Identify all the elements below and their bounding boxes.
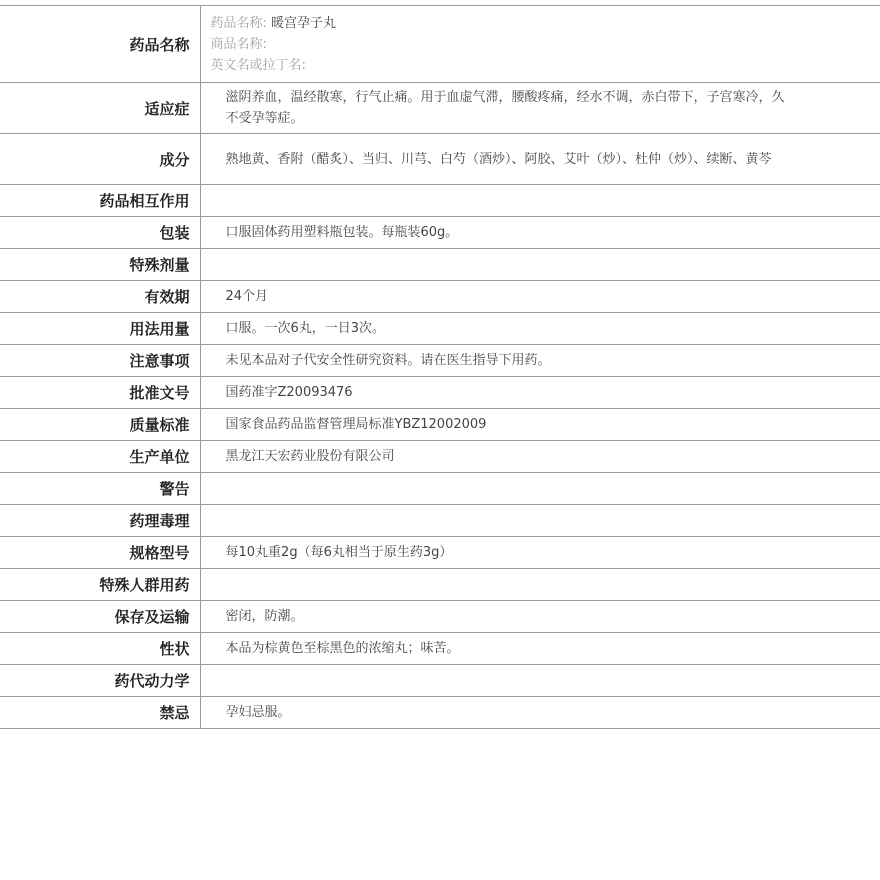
row-value (200, 473, 880, 505)
spec-row-indications (0, 83, 880, 134)
row-value: 24个月 (200, 281, 880, 313)
row-label: 保存及运输 (0, 601, 200, 633)
row-label: 特殊剂量 (0, 249, 200, 281)
row-label: 批准文号 (0, 377, 200, 409)
row-value (200, 569, 880, 601)
latin-name-line (211, 55, 791, 76)
spec-row-storage (0, 601, 880, 633)
row-label: 药理毒理 (0, 505, 200, 537)
row-label: 禁忌 (0, 697, 200, 729)
row-value (200, 505, 880, 537)
trade-name-key: 商品名称: (210, 36, 267, 52)
names-cell (200, 6, 880, 83)
spec-row-pharmacokinetics (0, 665, 880, 697)
row-label: 质量标准 (0, 409, 200, 441)
row-label: 生产单位 (0, 441, 200, 473)
generic-name-line (211, 13, 791, 34)
spec-row-contraindications (0, 697, 880, 729)
drug-spec-table (0, 5, 880, 729)
row-value: 孕妇忌服。 (200, 697, 880, 729)
spec-row-ingredients (0, 134, 880, 185)
spec-row-precautions (0, 345, 880, 377)
row-value (200, 249, 880, 281)
row-label: 性状 (0, 633, 200, 665)
spec-row-dosage (0, 313, 880, 345)
row-label: 规格型号 (0, 537, 200, 569)
spec-row-quality-standard (0, 409, 880, 441)
generic-name-value: 暖宫孕子丸 (271, 15, 337, 31)
row-value (200, 185, 880, 217)
row-label: 特殊人群用药 (0, 569, 200, 601)
spec-row-special-populations (0, 569, 880, 601)
row-value: 国药准字Z20093476 (200, 377, 880, 409)
row-value: 滋阴养血，温经散寒，行气止痛。用于血虚气滞，腰酸疼痛，经水不调，赤白带下，子宫寒冷，久不受孕等症。 (200, 83, 880, 134)
row-value: 未见本品对子代安全性研究资料。请在医生指导下用药。 (200, 345, 880, 377)
row-value: 口服。一次6丸，一日3次。 (200, 313, 880, 345)
row-label: 药品相互作用 (0, 185, 200, 217)
row-label: 药代动力学 (0, 665, 200, 697)
row-label: 用法用量 (0, 313, 200, 345)
row-value: 本品为棕黄色至棕黑色的浓缩丸；味苦。 (200, 633, 880, 665)
row-value: 每10丸重2g（每6丸相当于原生药3g） (200, 537, 880, 569)
generic-name-key: 药品名称: (210, 15, 267, 31)
row-label: 注意事项 (0, 345, 200, 377)
row-label: 警告 (0, 473, 200, 505)
spec-row-specification (0, 537, 880, 569)
row-label: 药品名称 (0, 6, 200, 83)
row-value: 黑龙江天宏药业股份有限公司 (200, 441, 880, 473)
row-label: 包装 (0, 217, 200, 249)
row-label: 适应症 (0, 83, 200, 134)
row-label: 有效期 (0, 281, 200, 313)
spec-row-shelf-life (0, 281, 880, 313)
spec-row-approval-number (0, 377, 880, 409)
spec-row-packaging (0, 217, 880, 249)
spec-row-name (0, 6, 880, 83)
row-value: 密闭，防潮。 (200, 601, 880, 633)
spec-row-manufacturer (0, 441, 880, 473)
trade-name-line (211, 34, 791, 55)
row-value: 口服固体药用塑料瓶包装。每瓶装60g。 (200, 217, 880, 249)
spec-row-description (0, 633, 880, 665)
spec-row-pharmacology (0, 505, 880, 537)
row-value: 国家食品药品监督管理局标准YBZ12002009 (200, 409, 880, 441)
spec-row-special-dosage (0, 249, 880, 281)
row-value: 熟地黄、香附（醋炙）、当归、川芎、白芍（酒炒）、阿胶、艾叶（炒）、杜仲（炒）、续断、黄芩 (200, 134, 880, 185)
row-value (200, 665, 880, 697)
row-label: 成分 (0, 134, 200, 185)
spec-row-interactions (0, 185, 880, 217)
spec-row-warning (0, 473, 880, 505)
latin-name-key: 英文名或拉丁名: (210, 57, 306, 73)
